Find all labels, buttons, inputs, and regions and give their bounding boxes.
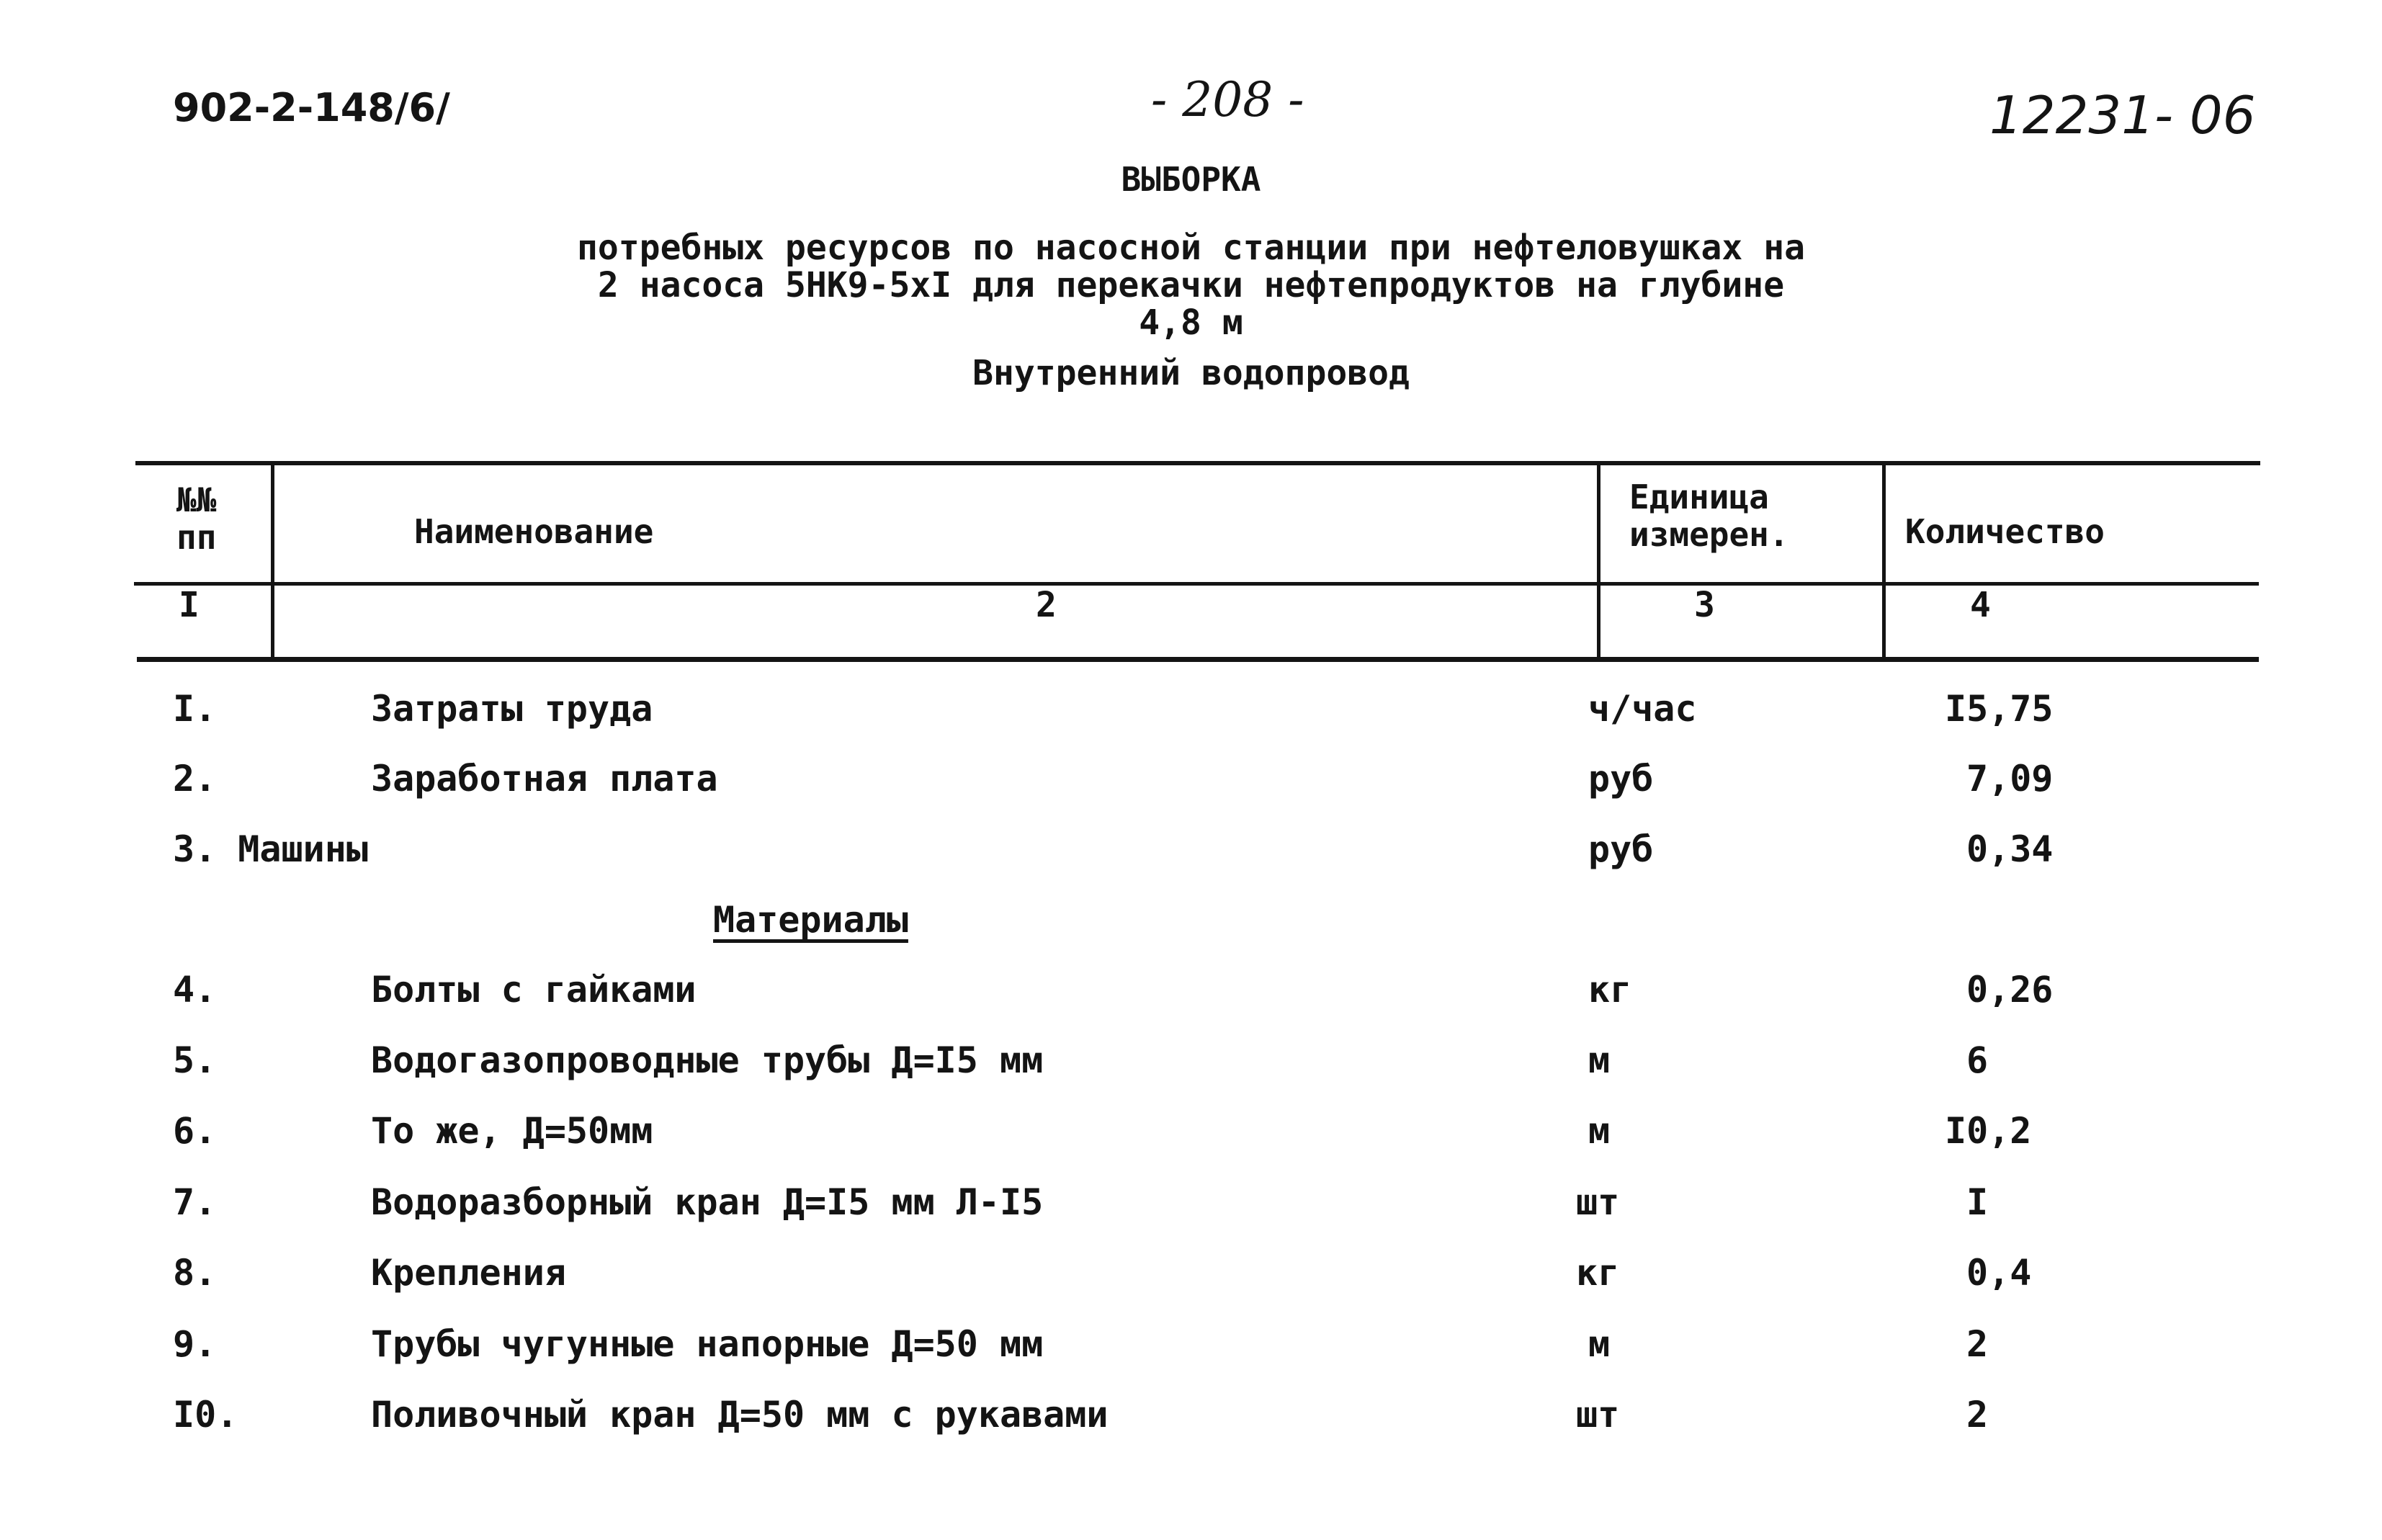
table-row	[0, 1394, 2382, 1451]
reference-number: 12231- 06	[1989, 85, 2256, 146]
table-row	[0, 1110, 2382, 1168]
header-name: Наименование	[414, 512, 654, 551]
row-quantity: 2	[1966, 1323, 1989, 1365]
row-quantity: I0,2	[1945, 1110, 2032, 1152]
row-number: 4.	[173, 969, 217, 1011]
section-title: Внутренний водопровод	[972, 353, 1410, 393]
row-name: Затраты труда	[371, 688, 653, 730]
row-number: 3. Машины	[173, 828, 368, 870]
row-number: 6.	[173, 1110, 217, 1152]
row-unit: руб	[1588, 758, 1654, 800]
row-quantity: 0,4	[1966, 1252, 2032, 1294]
row-unit: кг	[1576, 1252, 1620, 1294]
table-row	[0, 688, 2382, 746]
table-row	[0, 758, 2382, 815]
column-number: I	[179, 585, 200, 625]
header-qty: Количество	[1905, 512, 2105, 551]
page-number: - 208 -	[1151, 72, 1304, 127]
table-row	[0, 1039, 2382, 1097]
table-header-rule	[134, 582, 2259, 586]
row-unit: кг	[1588, 969, 1632, 1011]
row-unit: руб	[1588, 828, 1654, 870]
table-row	[0, 1252, 2382, 1310]
row-quantity: I5,75	[1945, 688, 2054, 730]
row-quantity: 7,09	[1966, 758, 2054, 800]
table-row	[0, 969, 2382, 1026]
row-name: Трубы чугунные напорные Д=50 мм	[371, 1323, 1044, 1365]
column-number: 2	[1036, 585, 1057, 625]
subtitle-line: 4,8 м	[1139, 303, 1243, 343]
row-name: Водогазопроводные трубы Д=I5 мм	[371, 1039, 1044, 1081]
document-title: ВЫБОРКА	[1121, 160, 1261, 199]
table-bottom-rule	[137, 657, 2259, 662]
row-quantity: 6	[1966, 1039, 1989, 1081]
row-number: 8.	[173, 1252, 217, 1294]
row-name: Заработная плата	[371, 758, 718, 800]
row-quantity: 0,34	[1966, 828, 2054, 870]
row-number: 9.	[173, 1323, 217, 1365]
column-divider	[271, 461, 274, 660]
header-unit: Единица измерен.	[1629, 478, 1789, 554]
row-unit: шт	[1576, 1394, 1620, 1436]
column-number: 3	[1694, 585, 1715, 625]
materials-heading: Материалы	[713, 899, 908, 941]
row-quantity: 0,26	[1966, 969, 2054, 1011]
row-name: Водоразборный кран Д=I5 мм Л-I5	[371, 1181, 1044, 1223]
header-num: №№ пп	[176, 480, 217, 557]
row-unit: м	[1588, 1039, 1611, 1081]
row-name: Крепления	[371, 1252, 566, 1294]
subtitle-line: 2 насоса 5НК9-5хI для перекачки нефтепродуктов на глубине	[597, 265, 1785, 305]
row-number: 2.	[173, 758, 217, 800]
row-unit: м	[1588, 1323, 1611, 1365]
column-divider	[1597, 461, 1600, 660]
row-unit: ч/час	[1588, 688, 1697, 730]
column-number: 4	[1970, 585, 1991, 625]
table-top-rule	[135, 461, 2260, 465]
table-row	[0, 1181, 2382, 1239]
document-code: 902-2-148/6/	[173, 85, 450, 130]
column-divider	[1882, 461, 1886, 660]
row-name: Поливочный кран Д=50 мм с рукавами	[371, 1394, 1109, 1436]
document-subtitle	[0, 229, 2382, 341]
row-unit: м	[1588, 1110, 1611, 1152]
table-row	[0, 828, 2382, 886]
row-number: 5.	[173, 1039, 217, 1081]
subtitle-line: потребных ресурсов по насосной станции при нефтеловушках на	[576, 228, 1805, 268]
table-row	[0, 1323, 2382, 1381]
row-number: I.	[173, 688, 217, 730]
row-name: То же, Д=50мм	[371, 1110, 653, 1152]
row-quantity: I	[1966, 1181, 1989, 1223]
row-name: Болты с гайками	[371, 969, 697, 1011]
row-number: I0.	[173, 1394, 238, 1436]
row-number: 7.	[173, 1181, 217, 1223]
row-quantity: 2	[1966, 1394, 1989, 1436]
row-unit: шт	[1576, 1181, 1620, 1223]
